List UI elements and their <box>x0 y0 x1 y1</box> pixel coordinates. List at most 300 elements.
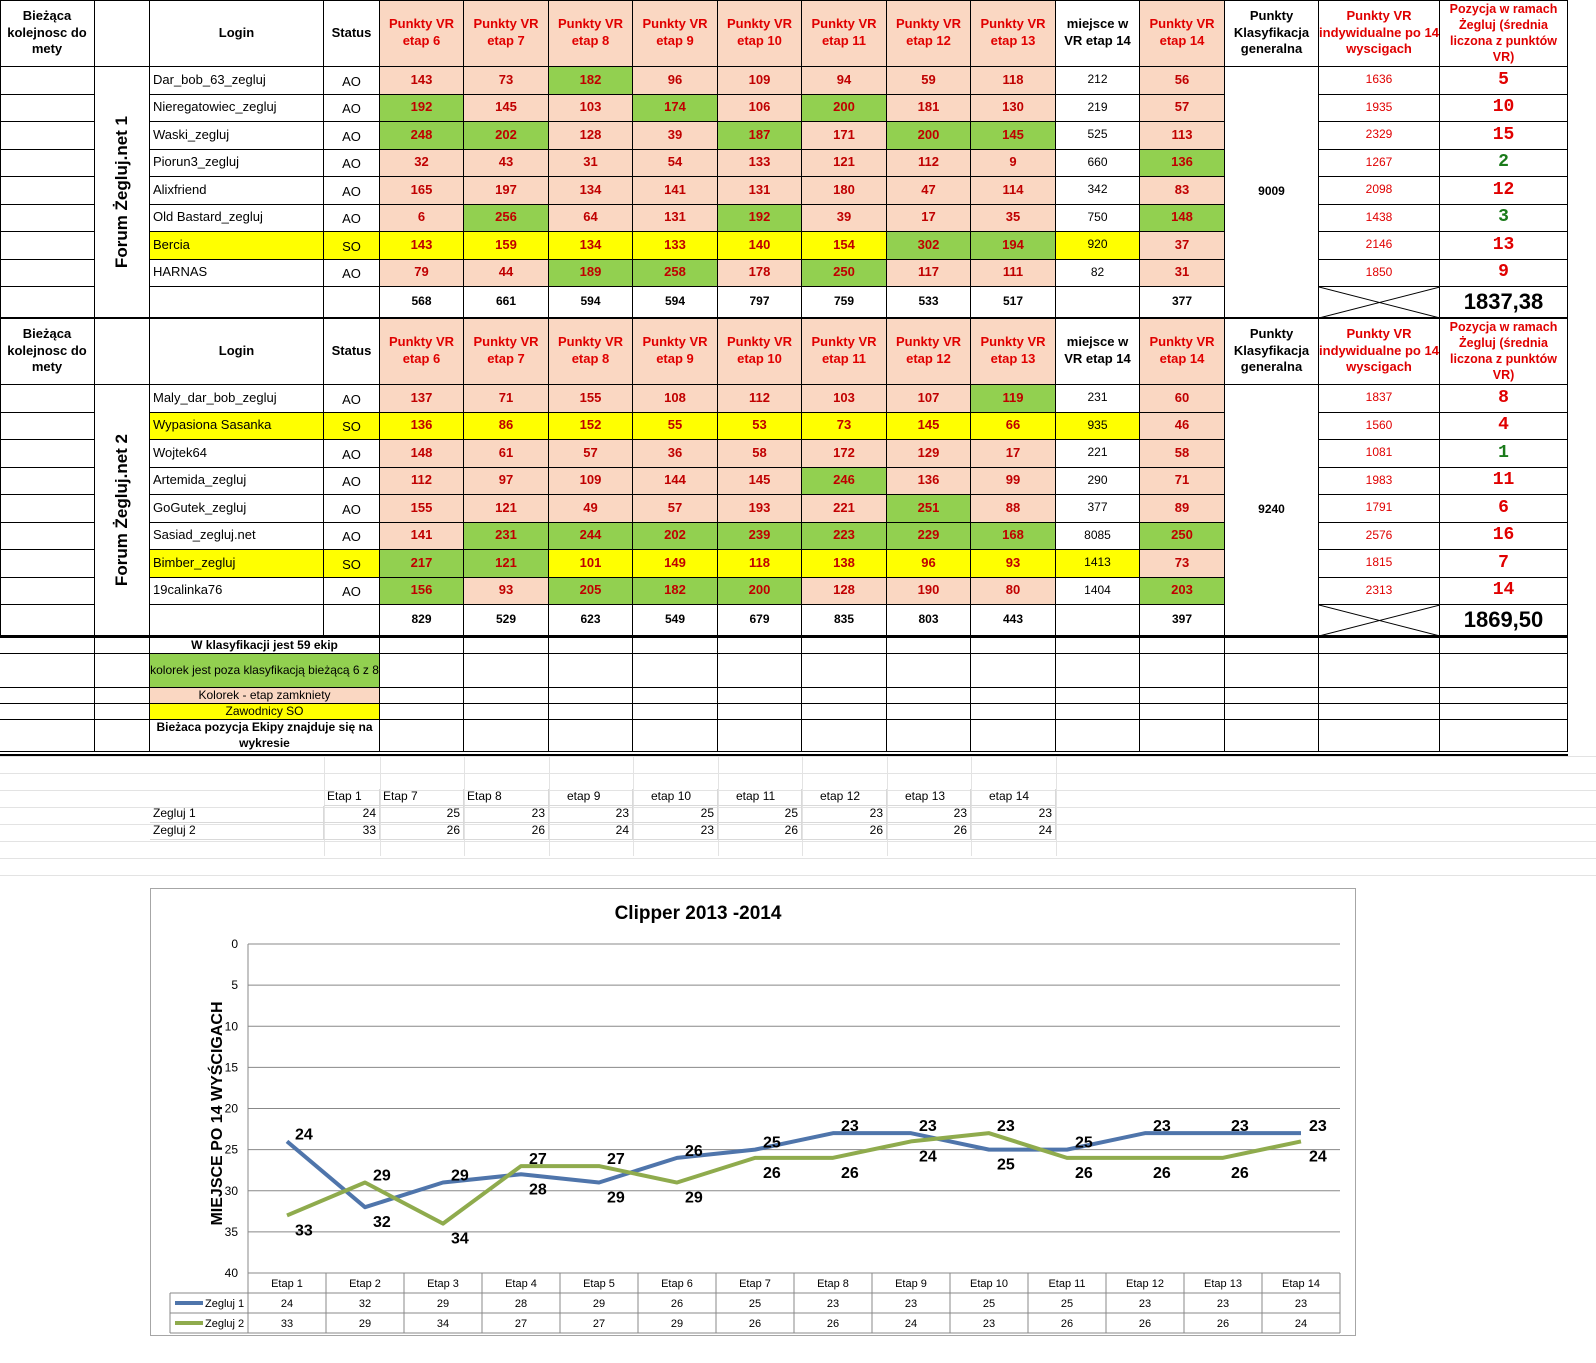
header-blank <box>95 318 150 385</box>
points-cell: 145 <box>718 468 802 496</box>
points-cell: 246 <box>802 468 887 496</box>
pozycja-cell: 8 <box>1440 385 1568 413</box>
points-cell: 194 <box>971 232 1056 260</box>
clipper-chart[interactable] <box>150 888 1356 1336</box>
pozycja-cell: 7 <box>1440 550 1568 578</box>
order-cell <box>0 232 95 260</box>
data-table-value: 23 <box>1216 1298 1230 1310</box>
data-label: 23 <box>1153 1118 1171 1136</box>
points-cell: 47 <box>887 177 971 205</box>
blank-cell <box>1140 720 1225 752</box>
points-cell: 108 <box>633 385 718 413</box>
indywidualne-cell: 2146 <box>1319 232 1440 260</box>
login-cell[interactable]: Dar_bob_63_zegluj <box>150 67 324 95</box>
small-value: 24 <box>549 823 633 840</box>
data-label: 25 <box>1075 1134 1093 1152</box>
data-table-value: 26 <box>748 1318 762 1330</box>
blank-cell <box>1140 704 1225 720</box>
points-cell: 258 <box>633 260 718 288</box>
x-category-label: Etap 2 <box>349 1278 381 1290</box>
data-table-value: 23 <box>826 1298 840 1310</box>
data-label: 29 <box>685 1189 703 1207</box>
header-etap-13: Punkty VR etap 13 <box>971 0 1056 67</box>
header-etap-9: Punkty VR etap 9 <box>633 318 718 385</box>
status-cell: SO <box>324 550 380 578</box>
team-total: 1837,38 <box>1440 287 1568 318</box>
data-table-value: 33 <box>280 1318 294 1330</box>
etap14-cell: 56 <box>1140 67 1225 95</box>
blank-cell <box>633 638 718 654</box>
blank-cell <box>887 654 971 688</box>
order-cell <box>0 688 95 704</box>
blank-cell <box>718 638 802 654</box>
header-etap-10: Punkty VR etap 10 <box>718 318 802 385</box>
data-label: 26 <box>841 1164 859 1182</box>
header-indywidualne: Punkty VR indywidualne po 14 wyscigach <box>1319 0 1440 67</box>
indywidualne-cell: 1560 <box>1319 413 1440 441</box>
data-label: 28 <box>529 1181 547 1199</box>
indywidualne-cell: 1267 <box>1319 150 1440 178</box>
points-cell: 149 <box>633 550 718 578</box>
points-cell: 58 <box>718 440 802 468</box>
small-value: 26 <box>464 823 549 840</box>
etap14-cell: 113 <box>1140 122 1225 150</box>
points-cell: 118 <box>718 550 802 578</box>
blank-cell <box>971 638 1056 654</box>
cross-mark <box>1319 605 1440 636</box>
blank-cell <box>971 720 1056 752</box>
data-table-value: 32 <box>358 1298 372 1310</box>
legend-peach: Kolorek - etap zamkniety <box>150 688 380 704</box>
miejsce-cell: 342 <box>1056 177 1140 205</box>
order-cell <box>0 495 95 523</box>
blank-cell <box>802 704 887 720</box>
points-cell: 134 <box>549 232 633 260</box>
small-header: etap 13 <box>887 789 971 806</box>
data-table-value: 29 <box>592 1298 606 1310</box>
points-cell: 6 <box>380 205 464 233</box>
small-value: 26 <box>887 823 971 840</box>
status-cell: AO <box>324 578 380 606</box>
blank-cell <box>1056 720 1140 752</box>
data-table-value: 26 <box>1138 1318 1152 1330</box>
points-cell: 202 <box>464 122 549 150</box>
miejsce-cell: 221 <box>1056 440 1140 468</box>
order-cell <box>0 95 95 123</box>
header-etap-8: Punkty VR etap 8 <box>549 0 633 67</box>
points-cell: 86 <box>464 413 549 441</box>
blank-cell <box>633 720 718 752</box>
small-value: 26 <box>802 823 887 840</box>
blank-cell <box>971 704 1056 720</box>
miejsce-cell: 525 <box>1056 122 1140 150</box>
points-cell: 36 <box>633 440 718 468</box>
grid-line <box>0 756 1596 757</box>
blank-cell <box>887 638 971 654</box>
blank-cell <box>464 688 549 704</box>
points-cell: 172 <box>802 440 887 468</box>
small-value: 23 <box>549 806 633 823</box>
miejsce-cell: 219 <box>1056 95 1140 123</box>
indywidualne-cell: 1081 <box>1319 440 1440 468</box>
y-tick-label: 35 <box>224 1224 238 1239</box>
points-cell: 93 <box>971 550 1056 578</box>
x-category-label: Etap 7 <box>739 1278 771 1290</box>
order-cell <box>0 122 95 150</box>
login-cell[interactable]: Wypasiona Sasanka <box>150 413 324 441</box>
blank-cell <box>887 688 971 704</box>
points-cell: 99 <box>971 468 1056 496</box>
x-category-label: Etap 12 <box>1126 1278 1164 1290</box>
points-cell: 217 <box>380 550 464 578</box>
blank-cell <box>633 688 718 704</box>
status-cell: AO <box>324 177 380 205</box>
points-cell: 55 <box>633 413 718 441</box>
login-cell[interactable]: Wojtek64 <box>150 440 324 468</box>
pozycja-cell: 12 <box>1440 177 1568 205</box>
header-order: Bieżąca kolejnosc do mety <box>0 318 95 385</box>
y-tick-label: 0 <box>231 937 238 951</box>
points-cell: 94 <box>802 67 887 95</box>
sum-cell: 529 <box>464 605 549 636</box>
blank-cell <box>549 720 633 752</box>
points-cell: 119 <box>971 385 1056 413</box>
blank-cell <box>380 654 464 688</box>
miejsce-cell: 920 <box>1056 232 1140 260</box>
points-cell: 205 <box>549 578 633 606</box>
blank-cell <box>464 704 549 720</box>
status-cell: AO <box>324 95 380 123</box>
team-name <box>95 385 150 636</box>
x-category-label: Etap 9 <box>895 1278 927 1290</box>
login-cell[interactable]: Waski_zegluj <box>150 122 324 150</box>
small-header: etap 14 <box>971 789 1056 806</box>
login-cell[interactable]: Bercia <box>150 232 324 260</box>
status-cell: AO <box>324 385 380 413</box>
small-header: etap 9 <box>549 789 633 806</box>
header-miejsce: miejsce w VR etap 14 <box>1056 0 1140 67</box>
status-cell: AO <box>324 523 380 551</box>
x-category-label: Etap 4 <box>505 1278 537 1290</box>
points-cell: 112 <box>380 468 464 496</box>
y-tick-label: 15 <box>224 1060 238 1075</box>
login-cell[interactable]: Piorun3_zegluj <box>150 150 324 178</box>
data-label: 26 <box>763 1164 781 1182</box>
data-label: 26 <box>685 1142 703 1160</box>
points-cell: 114 <box>971 177 1056 205</box>
points-cell: 159 <box>464 232 549 260</box>
login-cell[interactable]: GoGutek_zegluj <box>150 495 324 523</box>
etap14-cell: 57 <box>1140 95 1225 123</box>
header-etap-11: Punkty VR etap 11 <box>802 318 887 385</box>
x-category-label: Etap 11 <box>1048 1278 1086 1290</box>
points-cell: 248 <box>380 122 464 150</box>
order-cell <box>0 638 95 654</box>
blank-cell <box>95 704 150 720</box>
points-cell: 96 <box>633 67 718 95</box>
indywidualne-cell: 1815 <box>1319 550 1440 578</box>
blank-cell <box>1319 654 1440 688</box>
points-cell: 118 <box>971 67 1056 95</box>
sum-cell: 835 <box>802 605 887 636</box>
points-cell: 128 <box>549 122 633 150</box>
small-value: 23 <box>802 806 887 823</box>
blank-cell <box>1140 688 1225 704</box>
points-cell: 121 <box>802 150 887 178</box>
points-cell: 178 <box>718 260 802 288</box>
points-cell: 53 <box>718 413 802 441</box>
order-cell <box>0 523 95 551</box>
data-table-value: 25 <box>1060 1298 1074 1310</box>
sum-cell: 533 <box>887 287 971 318</box>
points-cell: 103 <box>549 95 633 123</box>
blank-cell <box>1225 654 1319 688</box>
blank-cell <box>971 688 1056 704</box>
points-cell: 111 <box>971 260 1056 288</box>
etap14-cell: 73 <box>1140 550 1225 578</box>
sum-cell <box>1056 287 1140 318</box>
points-cell: 171 <box>802 122 887 150</box>
header-pozycja: Pozycja w ramach Żegluj (średnia liczona z punktów VR) <box>1440 318 1568 385</box>
small-header: etap 12 <box>802 789 887 806</box>
points-cell: 31 <box>549 150 633 178</box>
y-tick-label: 20 <box>224 1101 238 1116</box>
points-cell: 155 <box>549 385 633 413</box>
small-value: 26 <box>380 823 464 840</box>
points-cell: 106 <box>718 95 802 123</box>
klasyfikacja-value: 9240 <box>1225 385 1319 636</box>
points-cell: 73 <box>464 67 549 95</box>
order-cell <box>0 260 95 288</box>
points-cell: 229 <box>887 523 971 551</box>
points-cell: 121 <box>464 550 549 578</box>
x-category-label: Etap 13 <box>1204 1278 1242 1290</box>
grid-line <box>0 858 1596 859</box>
sum-cell: 759 <box>802 287 887 318</box>
points-cell: 109 <box>718 67 802 95</box>
points-cell: 202 <box>633 523 718 551</box>
blank-cell <box>802 654 887 688</box>
y-tick-label: 30 <box>224 1183 238 1198</box>
blank-cell <box>95 638 150 654</box>
blank-cell <box>1225 688 1319 704</box>
data-label: 27 <box>529 1151 547 1169</box>
login-cell[interactable]: Alixfriend <box>150 177 324 205</box>
blank-cell <box>802 638 887 654</box>
etap14-cell: 89 <box>1140 495 1225 523</box>
points-cell: 112 <box>887 150 971 178</box>
points-cell: 192 <box>380 95 464 123</box>
points-cell: 32 <box>380 150 464 178</box>
status-cell: AO <box>324 205 380 233</box>
data-table-value: 29 <box>358 1318 372 1330</box>
blank-cell <box>1140 638 1225 654</box>
blank-cell <box>464 654 549 688</box>
order-cell <box>0 605 95 636</box>
points-cell: 223 <box>802 523 887 551</box>
sum-cell: 594 <box>549 287 633 318</box>
points-cell: 79 <box>380 260 464 288</box>
data-table-value: 24 <box>904 1318 918 1330</box>
data-table-value: 26 <box>670 1298 684 1310</box>
login-cell[interactable]: Nieregatowiec_zegluj <box>150 95 324 123</box>
indywidualne-cell: 1935 <box>1319 95 1440 123</box>
points-cell: 197 <box>464 177 549 205</box>
data-label: 23 <box>1231 1118 1249 1136</box>
sum-cell: 377 <box>1140 287 1225 318</box>
login-cell[interactable]: 19calinka76 <box>150 578 324 606</box>
crossed-cell <box>1319 605 1440 636</box>
miejsce-cell: 660 <box>1056 150 1140 178</box>
small-header: etap 10 <box>633 789 718 806</box>
points-cell: 133 <box>633 232 718 260</box>
points-cell: 71 <box>464 385 549 413</box>
pozycja-cell: 13 <box>1440 232 1568 260</box>
y-tick-label: 5 <box>231 978 238 993</box>
points-cell: 39 <box>633 122 718 150</box>
blank-cell <box>464 638 549 654</box>
blank-cell <box>887 704 971 720</box>
data-table-value: 23 <box>982 1318 996 1330</box>
header-etap-9: Punkty VR etap 9 <box>633 0 718 67</box>
header-login: Login <box>150 0 324 67</box>
grid-line <box>0 0 1568 1</box>
blank-cell <box>1319 638 1440 654</box>
login-cell[interactable]: Old Bastard_zegluj <box>150 205 324 233</box>
blank-cell <box>1225 704 1319 720</box>
sum-cell <box>1056 605 1140 636</box>
data-label: 24 <box>919 1148 937 1166</box>
points-cell: 88 <box>971 495 1056 523</box>
y-tick-label: 25 <box>224 1142 238 1157</box>
login-cell[interactable]: Maly_dar_bob_zegluj <box>150 385 324 413</box>
blank-cell <box>802 688 887 704</box>
indywidualne-cell: 2576 <box>1319 523 1440 551</box>
klasyfikacja-value: 9009 <box>1225 67 1319 318</box>
small-header: Etap 1 <box>324 789 380 806</box>
points-cell: 130 <box>971 95 1056 123</box>
x-category-label: Etap 5 <box>583 1278 615 1290</box>
indywidualne-cell: 1837 <box>1319 385 1440 413</box>
pozycja-cell: 9 <box>1440 260 1568 288</box>
sum-login-blank <box>150 287 324 318</box>
etap14-cell: 58 <box>1140 440 1225 468</box>
blank-cell <box>1319 688 1440 704</box>
login-cell[interactable]: HARNAS <box>150 260 324 288</box>
header-etap-11: Punkty VR etap 11 <box>802 0 887 67</box>
header-login: Login <box>150 318 324 385</box>
data-table-value: 28 <box>514 1298 528 1310</box>
blank-cell <box>718 720 802 752</box>
points-cell: 134 <box>549 177 633 205</box>
points-cell: 143 <box>380 67 464 95</box>
miejsce-cell: 290 <box>1056 468 1140 496</box>
points-cell: 9 <box>971 150 1056 178</box>
pozycja-cell: 1 <box>1440 440 1568 468</box>
blank-cell <box>1440 688 1568 704</box>
status-cell: AO <box>324 260 380 288</box>
points-cell: 155 <box>380 495 464 523</box>
miejsce-cell: 935 <box>1056 413 1140 441</box>
points-cell: 180 <box>802 177 887 205</box>
header-etap-7: Punkty VR etap 7 <box>464 318 549 385</box>
header-etap-6: Punkty VR etap 6 <box>380 0 464 67</box>
blank-cell <box>971 654 1056 688</box>
grid-line <box>0 773 1596 774</box>
data-table-value: 27 <box>592 1318 606 1330</box>
blank-cell <box>1319 704 1440 720</box>
points-cell: 152 <box>549 413 633 441</box>
status-cell: AO <box>324 468 380 496</box>
y-tick-label: 40 <box>224 1266 238 1280</box>
data-label: 23 <box>997 1118 1015 1136</box>
blank-cell <box>95 654 150 688</box>
data-label: 26 <box>1231 1164 1249 1182</box>
points-cell: 117 <box>887 260 971 288</box>
points-cell: 192 <box>718 205 802 233</box>
points-cell: 137 <box>380 385 464 413</box>
points-cell: 43 <box>464 150 549 178</box>
blank-cell <box>718 688 802 704</box>
small-value: 24 <box>971 823 1056 840</box>
header-klasyfikacja: Punkty Klasyfikacja generalna <box>1225 0 1319 67</box>
login-cell[interactable]: Bimber_zegluj <box>150 550 324 578</box>
order-cell <box>0 468 95 496</box>
blank-cell <box>95 720 150 752</box>
points-cell: 61 <box>464 440 549 468</box>
order-cell <box>0 205 95 233</box>
blank-cell <box>1440 638 1568 654</box>
small-value: 23 <box>887 806 971 823</box>
points-cell: 221 <box>802 495 887 523</box>
y-axis-label: MIEJSCE PO 14 WYŚCIGACH <box>209 1001 226 1226</box>
sum-cell: 679 <box>718 605 802 636</box>
points-cell: 54 <box>633 150 718 178</box>
indywidualne-cell: 1791 <box>1319 495 1440 523</box>
blank-cell <box>1056 654 1140 688</box>
header-klasyfikacja: Punkty Klasyfikacja generalna <box>1225 318 1319 385</box>
points-cell: 140 <box>718 232 802 260</box>
sum-cell: 594 <box>633 287 718 318</box>
miejsce-cell: 8085 <box>1056 523 1140 551</box>
points-cell: 189 <box>549 260 633 288</box>
small-row-label: Zegluj 1 <box>150 806 324 823</box>
blank-cell <box>633 654 718 688</box>
header-blank <box>95 0 150 67</box>
blank-cell <box>718 654 802 688</box>
login-cell[interactable]: Artemida_zegluj <box>150 468 324 496</box>
data-label: 29 <box>607 1189 625 1207</box>
points-cell: 101 <box>549 550 633 578</box>
legend-series-name: Zegluj 2 <box>205 1318 245 1330</box>
points-cell: 133 <box>718 150 802 178</box>
indywidualne-cell: 2313 <box>1319 578 1440 606</box>
points-cell: 145 <box>971 122 1056 150</box>
etap14-cell: 203 <box>1140 578 1225 606</box>
legend-yellow: Zawodnicy SO <box>150 704 380 720</box>
pozycja-cell: 6 <box>1440 495 1568 523</box>
etap14-cell: 136 <box>1140 150 1225 178</box>
order-cell <box>0 150 95 178</box>
points-cell: 148 <box>380 440 464 468</box>
order-cell <box>0 720 95 752</box>
pozycja-cell: 10 <box>1440 95 1568 123</box>
points-cell: 17 <box>971 440 1056 468</box>
login-cell[interactable]: Sasiad_zegluj.net <box>150 523 324 551</box>
grid-line <box>0 0 1 318</box>
blank-cell <box>464 720 549 752</box>
blank-cell <box>380 720 464 752</box>
